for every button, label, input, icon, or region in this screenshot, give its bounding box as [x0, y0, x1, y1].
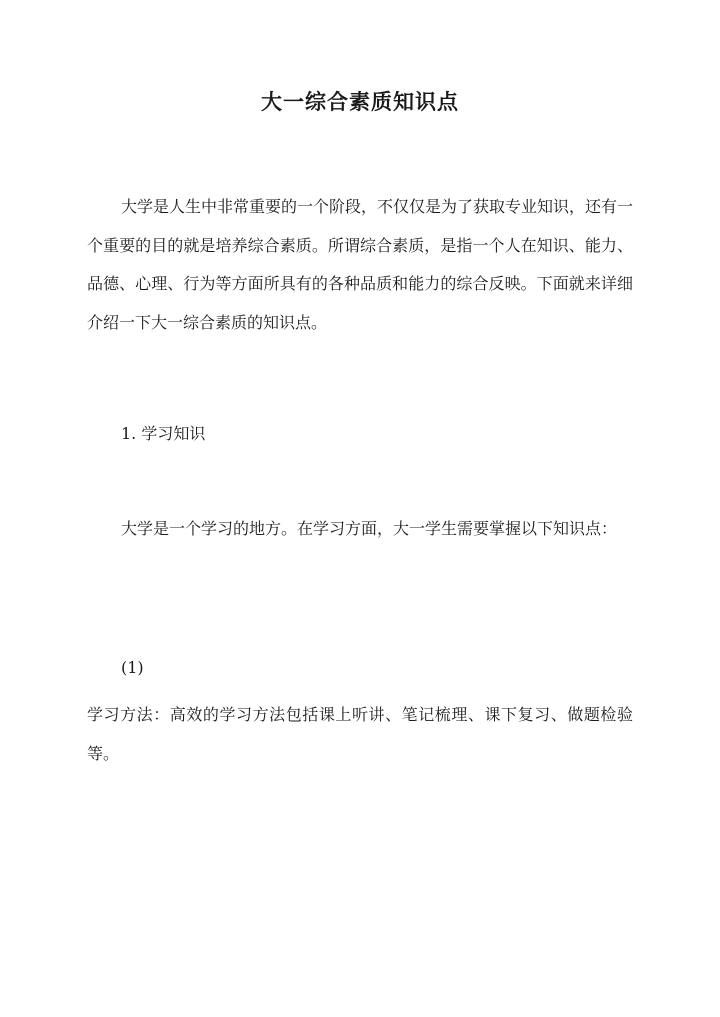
list-item-marker: (1) — [121, 658, 144, 677]
list-item-text: 学习方法：高效的学习方法包括课上听讲、笔记梳理、课下复习、做题检验等。 — [87, 705, 633, 763]
section-heading: 1. 学习知识 — [121, 424, 206, 443]
document-title: 大一综合素质知识点 — [261, 89, 459, 114]
intro-paragraph: 大学是人生中非常重要的一个阶段，不仅仅是为了获取专业知识，还有一个重要的目的就是培养综合素质。所谓综合素质，是指一个人在知识、能力、品德、心理、行为等方面所具有的各种品质和能力的综合反映。下面就来详细介绍一下大一综合素质的知识点。 — [87, 197, 634, 332]
section-paragraph: 大学是一个学习的地方。在学习方面，大一学生需要掌握以下知识点： — [121, 519, 618, 538]
